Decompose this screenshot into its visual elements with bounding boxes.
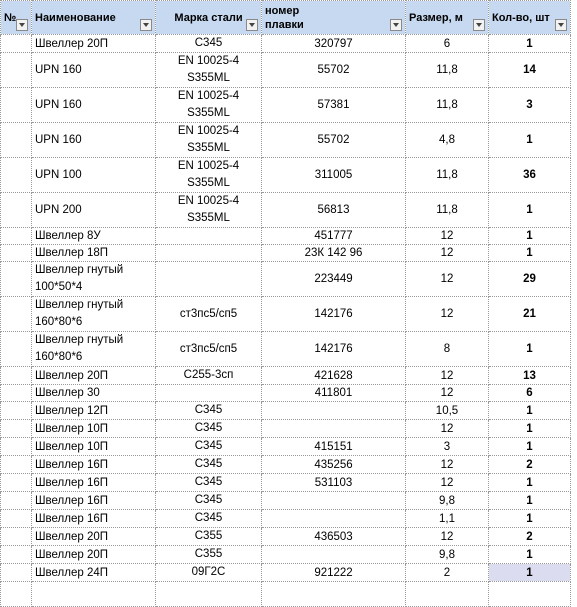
table-row[interactable] — [1, 510, 571, 528]
row-number-cell[interactable] — [1, 474, 32, 492]
table-body — [1, 35, 571, 607]
filter-dropdown-icon[interactable] — [246, 19, 258, 31]
filter-dropdown-icon[interactable] — [555, 19, 567, 31]
name-cell[interactable]: Швеллер 16П — [32, 456, 156, 474]
row-number-cell[interactable] — [1, 367, 32, 385]
row-number-cell[interactable] — [1, 420, 32, 438]
melt-number-cell[interactable]: 531103 — [262, 474, 406, 492]
melt-number-cell[interactable] — [262, 492, 406, 510]
quantity-cell[interactable]: 36 — [489, 158, 571, 193]
steel-grade-cell[interactable]: С345 — [156, 456, 262, 474]
steel-grade-cell[interactable]: ст3пс5/сп5 — [156, 297, 262, 332]
size-cell[interactable]: 12 — [406, 297, 489, 332]
row-number-cell[interactable] — [1, 492, 32, 510]
melt-number-cell[interactable]: 451777 — [262, 228, 406, 245]
melt-number-cell[interactable]: 57381 — [262, 88, 406, 123]
filter-dropdown-icon[interactable] — [140, 19, 152, 31]
row-number-cell[interactable] — [1, 228, 32, 245]
quantity-cell[interactable]: 21 — [489, 297, 571, 332]
quantity-cell[interactable]: 2 — [489, 456, 571, 474]
row-number-cell[interactable] — [1, 510, 32, 528]
melt-number-cell[interactable] — [262, 546, 406, 564]
size-cell[interactable]: 12 — [406, 528, 489, 546]
name-cell[interactable]: Швеллер 20П — [32, 546, 156, 564]
quantity-cell[interactable]: 6 — [489, 385, 571, 402]
table-row[interactable] — [1, 332, 571, 367]
table-row[interactable] — [1, 193, 571, 228]
melt-number-cell[interactable] — [262, 510, 406, 528]
table-row[interactable] — [1, 123, 571, 158]
row-number-cell[interactable] — [1, 438, 32, 456]
size-cell[interactable]: 9,8 — [406, 546, 489, 564]
quantity-cell[interactable]: 1 — [489, 228, 571, 245]
steel-grade-cell[interactable]: С355 — [156, 528, 262, 546]
table-row[interactable] — [1, 53, 571, 88]
melt-number-cell[interactable]: 320797 — [262, 35, 406, 53]
row-number-cell[interactable] — [1, 528, 32, 546]
name-cell[interactable]: Швеллер 16П — [32, 474, 156, 492]
quantity-cell[interactable]: 1 — [489, 123, 571, 158]
steel-grade-cell[interactable]: EN 10025-4 S355ML — [156, 53, 262, 88]
empty-cell[interactable] — [406, 582, 489, 607]
table-row[interactable] — [1, 474, 571, 492]
filter-dropdown-icon[interactable] — [390, 19, 402, 31]
name-cell[interactable]: UPN 160 — [32, 53, 156, 88]
table-row[interactable] — [1, 35, 571, 53]
melt-number-cell[interactable]: 421628 — [262, 367, 406, 385]
name-cell[interactable]: Швеллер 16П — [32, 510, 156, 528]
name-cell[interactable]: Швеллер 24П — [32, 564, 156, 582]
name-cell[interactable]: Швеллер гнутый 160*80*6 — [32, 297, 156, 332]
steel-grade-cell[interactable] — [156, 262, 262, 297]
steel-grade-cell[interactable]: С345 — [156, 438, 262, 456]
melt-number-cell[interactable]: 435256 — [262, 456, 406, 474]
melt-number-cell[interactable]: 55702 — [262, 53, 406, 88]
table-row[interactable] — [1, 402, 571, 420]
steel-grade-cell[interactable]: С255-3сп — [156, 367, 262, 385]
steel-grade-cell[interactable]: ст3пс5/сп5 — [156, 332, 262, 367]
table-row[interactable] — [1, 492, 571, 510]
quantity-cell[interactable]: 3 — [489, 88, 571, 123]
melt-number-cell[interactable]: 311005 — [262, 158, 406, 193]
quantity-cell[interactable]: 1 — [489, 193, 571, 228]
filter-dropdown-icon[interactable] — [16, 19, 28, 31]
col-header-name: Наименование — [32, 1, 156, 35]
size-cell[interactable]: 11,8 — [406, 193, 489, 228]
empty-cell[interactable] — [32, 582, 156, 607]
size-cell[interactable]: 2 — [406, 564, 489, 582]
size-cell[interactable]: 12 — [406, 456, 489, 474]
empty-row[interactable] — [1, 582, 571, 607]
steel-grade-cell[interactable]: EN 10025-4 S355ML — [156, 88, 262, 123]
table-row[interactable] — [1, 88, 571, 123]
size-cell[interactable]: 8 — [406, 332, 489, 367]
steel-grade-cell[interactable] — [156, 228, 262, 245]
melt-number-cell[interactable] — [262, 402, 406, 420]
melt-number-cell[interactable] — [262, 420, 406, 438]
quantity-cell[interactable]: 1 — [489, 474, 571, 492]
table-row[interactable] — [1, 528, 571, 546]
size-cell[interactable]: 12 — [406, 228, 489, 245]
name-cell[interactable]: Швеллер гнутый 100*50*4 — [32, 262, 156, 297]
name-cell[interactable]: Швеллер 16П — [32, 492, 156, 510]
name-cell[interactable]: Швеллер 30 — [32, 385, 156, 402]
quantity-cell[interactable]: 1 — [489, 420, 571, 438]
quantity-cell[interactable]: 1 — [489, 245, 571, 262]
empty-cell[interactable] — [262, 582, 406, 607]
steel-grade-cell[interactable] — [156, 385, 262, 402]
melt-number-cell[interactable]: 223449 — [262, 262, 406, 297]
row-number-cell[interactable] — [1, 385, 32, 402]
row-number-cell[interactable] — [1, 88, 32, 123]
row-number-cell[interactable] — [1, 35, 32, 53]
size-cell[interactable]: 6 — [406, 35, 489, 53]
size-cell[interactable]: 11,8 — [406, 88, 489, 123]
table-row[interactable] — [1, 262, 571, 297]
table-row[interactable] — [1, 158, 571, 193]
size-cell[interactable]: 12 — [406, 245, 489, 262]
quantity-cell[interactable]: 1 — [489, 35, 571, 53]
table-row[interactable] — [1, 367, 571, 385]
table-row[interactable] — [1, 420, 571, 438]
name-cell[interactable]: UPN 160 — [32, 88, 156, 123]
quantity-cell[interactable]: 13 — [489, 367, 571, 385]
melt-number-cell[interactable]: 411801 — [262, 385, 406, 402]
size-cell[interactable]: 12 — [406, 385, 489, 402]
quantity-cell[interactable]: 1 — [489, 564, 571, 582]
name-cell[interactable]: Швеллер 10П — [32, 420, 156, 438]
melt-number-cell[interactable]: 415151 — [262, 438, 406, 456]
name-cell[interactable]: UPN 200 — [32, 193, 156, 228]
row-number-cell[interactable] — [1, 53, 32, 88]
melt-number-cell[interactable]: 142176 — [262, 297, 406, 332]
table-row[interactable] — [1, 546, 571, 564]
size-cell[interactable]: 11,8 — [406, 158, 489, 193]
name-cell[interactable]: Швеллер 10П — [32, 438, 156, 456]
table-row[interactable] — [1, 385, 571, 402]
melt-number-cell[interactable]: 55702 — [262, 123, 406, 158]
empty-cell[interactable] — [156, 582, 262, 607]
row-number-cell[interactable] — [1, 546, 32, 564]
table-row[interactable] — [1, 297, 571, 332]
col-header-size: Размер, м — [406, 1, 489, 35]
size-cell[interactable]: 10,5 — [406, 402, 489, 420]
table-row[interactable] — [1, 228, 571, 245]
steel-grade-cell[interactable]: EN 10025-4 S355ML — [156, 158, 262, 193]
row-number-cell[interactable] — [1, 123, 32, 158]
table-row[interactable] — [1, 456, 571, 474]
quantity-cell[interactable]: 1 — [489, 402, 571, 420]
col-header-melt: номер плавки — [262, 1, 406, 35]
quantity-cell[interactable]: 2 — [489, 528, 571, 546]
steel-grade-cell[interactable]: EN 10025-4 S355ML — [156, 123, 262, 158]
melt-number-cell[interactable]: 436503 — [262, 528, 406, 546]
size-cell[interactable]: 12 — [406, 262, 489, 297]
steel-grade-cell[interactable]: С345 — [156, 35, 262, 53]
melt-number-cell[interactable]: 142176 — [262, 332, 406, 367]
row-number-cell[interactable] — [1, 262, 32, 297]
steel-grade-cell[interactable]: С345 — [156, 402, 262, 420]
quantity-cell[interactable]: 1 — [489, 438, 571, 456]
steel-grade-cell[interactable]: С345 — [156, 474, 262, 492]
steel-grade-cell[interactable]: 09Г2С — [156, 564, 262, 582]
row-number-cell[interactable] — [1, 193, 32, 228]
row-number-cell[interactable] — [1, 158, 32, 193]
steel-grade-cell[interactable] — [156, 245, 262, 262]
size-cell[interactable]: 9,8 — [406, 492, 489, 510]
quantity-cell[interactable]: 1 — [489, 546, 571, 564]
name-cell[interactable]: Швеллер 8У — [32, 228, 156, 245]
row-number-cell[interactable] — [1, 456, 32, 474]
name-cell[interactable]: Швеллер 20П — [32, 35, 156, 53]
col-header-num: № — [1, 1, 32, 35]
name-cell[interactable]: Швеллер 18П — [32, 245, 156, 262]
row-number-cell[interactable] — [1, 245, 32, 262]
name-cell[interactable]: UPN 100 — [32, 158, 156, 193]
table-row[interactable] — [1, 245, 571, 262]
quantity-cell[interactable]: 1 — [489, 492, 571, 510]
quantity-cell[interactable]: 1 — [489, 332, 571, 367]
name-cell[interactable]: Швеллер гнутый 160*80*6 — [32, 332, 156, 367]
quantity-cell[interactable]: 1 — [489, 510, 571, 528]
size-cell[interactable]: 12 — [406, 420, 489, 438]
steel-grade-cell[interactable]: С345 — [156, 510, 262, 528]
empty-cell[interactable] — [489, 582, 571, 607]
header-row — [1, 1, 571, 35]
steel-grade-cell[interactable]: С345 — [156, 492, 262, 510]
size-cell[interactable]: 12 — [406, 474, 489, 492]
melt-number-cell[interactable]: 56813 — [262, 193, 406, 228]
name-cell[interactable]: Швеллер 20П — [32, 367, 156, 385]
empty-cell[interactable] — [1, 582, 32, 607]
table-row[interactable] — [1, 438, 571, 456]
size-cell[interactable]: 3 — [406, 438, 489, 456]
size-cell[interactable]: 12 — [406, 367, 489, 385]
size-cell[interactable]: 11,8 — [406, 53, 489, 88]
filter-dropdown-icon[interactable] — [473, 19, 485, 31]
quantity-cell[interactable]: 29 — [489, 262, 571, 297]
row-number-cell[interactable] — [1, 332, 32, 367]
name-cell[interactable]: Швеллер 20П — [32, 528, 156, 546]
melt-number-cell[interactable]: 23К 142 96 — [262, 245, 406, 262]
steel-grade-cell[interactable]: С355 — [156, 546, 262, 564]
size-cell[interactable]: 4,8 — [406, 123, 489, 158]
name-cell[interactable]: Швеллер 12П — [32, 402, 156, 420]
quantity-cell[interactable]: 14 — [489, 53, 571, 88]
name-cell[interactable]: UPN 160 — [32, 123, 156, 158]
col-header-grade: Марка стали — [156, 1, 262, 35]
steel-grade-cell[interactable]: С345 — [156, 420, 262, 438]
col-header-qty: Кол-во, шт — [489, 1, 571, 35]
melt-number-cell[interactable]: 921222 — [262, 564, 406, 582]
size-cell[interactable]: 1,1 — [406, 510, 489, 528]
row-number-cell[interactable] — [1, 402, 32, 420]
row-number-cell[interactable] — [1, 297, 32, 332]
steel-grade-cell[interactable]: EN 10025-4 S355ML — [156, 193, 262, 228]
